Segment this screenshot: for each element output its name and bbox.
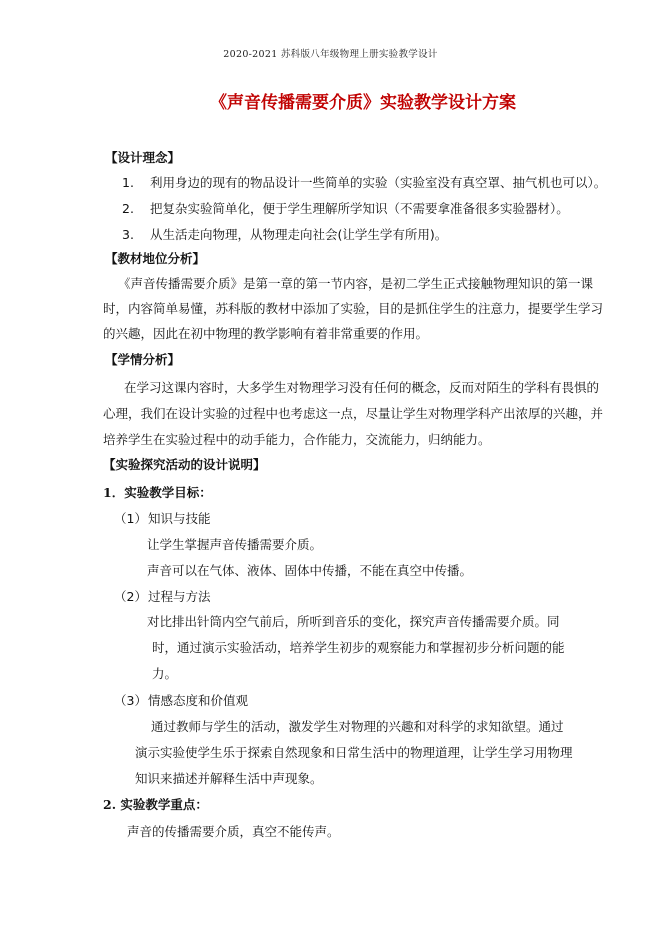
goal-number: （1） bbox=[114, 511, 147, 526]
list-item bbox=[122, 175, 606, 191]
section-heading-learner-analysis: 【学情分析】 bbox=[105, 352, 181, 367]
goal-number: （3） bbox=[114, 693, 147, 708]
paragraph-line: 《声音传播需要介质》是第一章的第一节内容，是初二学生正式接触物理知识的第一课 bbox=[118, 276, 594, 291]
paragraph-line: 对比排出针筒内空气前后，所听到音乐的变化，探究声音传播需要介质。同 bbox=[147, 614, 560, 629]
section-heading-material-analysis: 【教材地位分析】 bbox=[105, 251, 206, 266]
list-item-text: 从生活走向物理，从物理走向社会(让学生学有所用)。 bbox=[150, 227, 448, 242]
list-item-number: 3. bbox=[122, 227, 134, 242]
subsection-heading-focus: 2. 实验教学重点： bbox=[103, 797, 208, 812]
list-item bbox=[122, 201, 569, 217]
paragraph-line: 知识来描述并解释生活中声现象。 bbox=[135, 771, 323, 786]
running-header: 2020-2021 苏科版八年级物理上册实验教学设计 bbox=[223, 49, 438, 60]
list-item bbox=[122, 227, 447, 243]
list-item-number: 1. bbox=[122, 175, 134, 190]
list-item-text: 利用身边的现有的物品设计一些简单的实验（实验室没有真空罩、抽气机也可以）。 bbox=[150, 175, 607, 190]
goal-heading bbox=[114, 589, 211, 605]
section-heading-design-concept: 【设计理念】 bbox=[105, 150, 181, 165]
goal-heading bbox=[114, 511, 211, 527]
list-item-text: 把复杂实验简单化，便于学生理解所学知识（不需要拿准备很多实验器材）。 bbox=[150, 201, 569, 216]
paragraph-line: 时，内容简单易懂，苏科版的教材中添加了实验，目的是抓住学生的注意力，提要学生学习 bbox=[103, 301, 604, 316]
paragraph-line: 心理，我们在设计实验的过程中也考虑这一点，尽量让学生对物理学科产出浓厚的兴趣，并 bbox=[103, 406, 604, 421]
paragraph-line: 时，通过演示实验活动，培养学生初步的观察能力和掌握初步分析问题的能 bbox=[152, 640, 565, 655]
paragraph-line: 声音可以在气体、液体、固体中传播，不能在真空中传播。 bbox=[147, 563, 473, 578]
subsection-heading-goals: 1．实验教学目标： bbox=[103, 485, 212, 500]
goal-title: 知识与技能 bbox=[148, 511, 211, 526]
goal-title: 情感态度和价值观 bbox=[148, 693, 249, 708]
section-heading-activity-design: 【实验探究活动的设计说明】 bbox=[103, 457, 266, 472]
paragraph-line: 声音的传播需要介质，真空不能传声。 bbox=[127, 824, 340, 839]
document-title: 《声音传播需要介质》实验教学设计方案 bbox=[210, 93, 516, 113]
paragraph-line: 培养学生在实验过程中的动手能力，合作能力，交流能力，归纳能力。 bbox=[103, 432, 491, 447]
paragraph-line: 力。 bbox=[152, 666, 178, 681]
goal-number: （2） bbox=[114, 589, 147, 604]
paragraph-line: 在学习这课内容时，大多学生对物理学习没有任何的概念，反而对陌生的学科有畏惧的 bbox=[124, 380, 600, 395]
goal-title: 过程与方法 bbox=[148, 589, 211, 604]
paragraph-line: 让学生掌握声音传播需要介质。 bbox=[147, 537, 323, 552]
paragraph-line: 的兴趣，因此在初中物理的教学影响有着非常重要的作用。 bbox=[103, 326, 429, 341]
list-item-number: 2. bbox=[122, 201, 134, 216]
goal-heading bbox=[114, 693, 248, 709]
paragraph-line: 通过教师与学生的活动，激发学生对物理的兴趣和对科学的求知欲望。通过 bbox=[151, 719, 564, 734]
paragraph-line: 演示实验使学生乐于探索自然现象和日常生活中的物理道理，让学生学习用物理 bbox=[135, 745, 573, 760]
